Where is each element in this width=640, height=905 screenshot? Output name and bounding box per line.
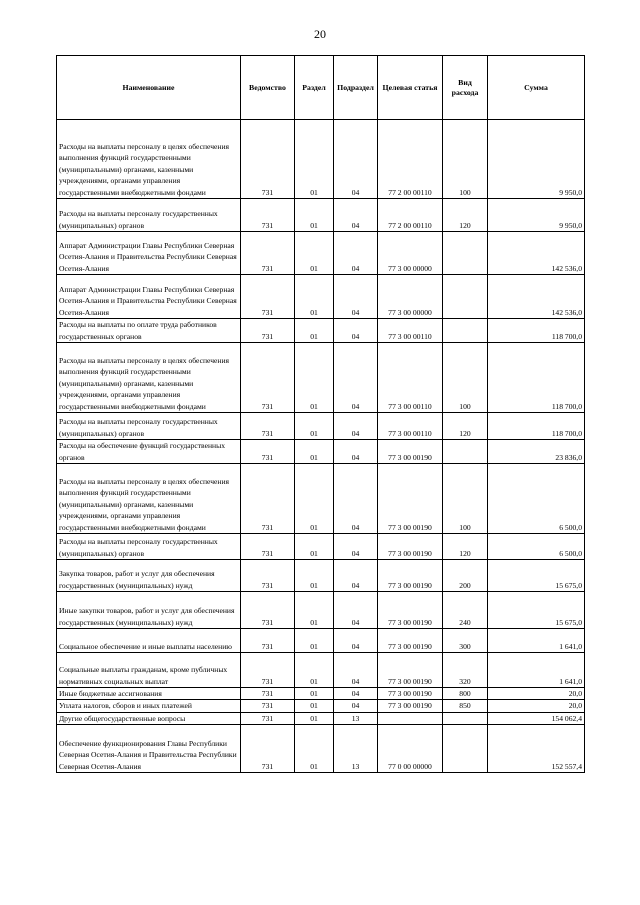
cell-dept: 731 [241, 440, 295, 464]
cell-target: 77 3 00 00190 [378, 592, 443, 629]
cell-name: Расходы на обеспечение функций государственных органов [57, 440, 241, 464]
cell-subsection: 04 [334, 440, 378, 464]
cell-section: 01 [295, 319, 334, 343]
cell-type: 320 [443, 653, 488, 688]
cell-section: 01 [295, 464, 334, 534]
cell-name: Аппарат Администрации Главы Республики Северная Осетия-Алания и Правительства Республики Северная Осетия-Алания [57, 275, 241, 319]
cell-subsection: 04 [334, 319, 378, 343]
cell-section: 01 [295, 560, 334, 592]
cell-target: 77 3 00 00000 [378, 232, 443, 275]
cell-section: 01 [295, 199, 334, 232]
cell-target: 77 3 00 00190 [378, 688, 443, 700]
table-row [57, 199, 585, 232]
table-row [57, 629, 585, 653]
table-row [57, 319, 585, 343]
cell-target: 77 3 00 00110 [378, 413, 443, 440]
cell-type: 100 [443, 464, 488, 534]
cell-target: 77 3 00 00110 [378, 319, 443, 343]
cell-subsection: 04 [334, 653, 378, 688]
cell-subsection: 13 [334, 725, 378, 773]
cell-section: 01 [295, 712, 334, 724]
table-row [57, 700, 585, 712]
table-row [57, 688, 585, 700]
cell-type [443, 440, 488, 464]
cell-section: 01 [295, 725, 334, 773]
cell-section: 01 [295, 413, 334, 440]
cell-sum: 142 536,0 [488, 232, 585, 275]
table-row [57, 464, 585, 534]
cell-name: Социальные выплаты гражданам, кроме публичных нормативных социальных выплат [57, 653, 241, 688]
cell-dept: 731 [241, 725, 295, 773]
header-subsection: Подраздел [334, 56, 378, 120]
cell-dept: 731 [241, 700, 295, 712]
cell-sum: 118 700,0 [488, 319, 585, 343]
cell-name: Расходы на выплаты персоналу в целях обеспечения выполнения функций государственными (муниципальными) органами, казенными учреждениями, органами управления государственными внебюджетными фондами [57, 464, 241, 534]
cell-dept: 731 [241, 688, 295, 700]
cell-dept: 731 [241, 413, 295, 440]
table-row [57, 413, 585, 440]
cell-type [443, 275, 488, 319]
cell-target: 77 3 00 00190 [378, 560, 443, 592]
table-header-row [57, 56, 585, 120]
cell-section: 01 [295, 232, 334, 275]
table-row [57, 275, 585, 319]
cell-sum: 118 700,0 [488, 413, 585, 440]
cell-type: 240 [443, 592, 488, 629]
cell-target: 77 3 00 00190 [378, 464, 443, 534]
cell-type: 850 [443, 700, 488, 712]
cell-type [443, 319, 488, 343]
page-number: 20 [314, 27, 326, 41]
cell-subsection: 04 [334, 629, 378, 653]
table-row [57, 440, 585, 464]
cell-sum: 1 641,0 [488, 629, 585, 653]
cell-dept: 731 [241, 560, 295, 592]
cell-target: 77 3 00 00190 [378, 440, 443, 464]
cell-type [443, 725, 488, 773]
header-name: Наименование [57, 56, 241, 120]
cell-sum: 9 950,0 [488, 199, 585, 232]
cell-name: Иные закупки товаров, работ и услуг для обеспечения государственных (муниципальных) нужд [57, 592, 241, 629]
cell-dept: 731 [241, 232, 295, 275]
cell-section: 01 [295, 440, 334, 464]
cell-sum: 15 675,0 [488, 560, 585, 592]
cell-sum: 118 700,0 [488, 343, 585, 413]
cell-sum: 6 500,0 [488, 534, 585, 560]
cell-target: 77 3 00 00190 [378, 534, 443, 560]
cell-name: Обеспечение функционирования Главы Республики Северная Осетия-Алания и Правительства Республики Северная Осетия-Алания [57, 725, 241, 773]
header-target: Целевая статья [378, 56, 443, 120]
cell-name: Другие общегосударственные вопросы [57, 712, 241, 724]
cell-type: 200 [443, 560, 488, 592]
cell-type: 100 [443, 343, 488, 413]
cell-dept: 731 [241, 343, 295, 413]
header-sum: Сумма [488, 56, 585, 120]
cell-sum: 15 675,0 [488, 592, 585, 629]
cell-type: 800 [443, 688, 488, 700]
cell-sum: 20,0 [488, 688, 585, 700]
cell-dept: 731 [241, 199, 295, 232]
cell-subsection: 04 [334, 534, 378, 560]
table-row [57, 592, 585, 629]
table-row [57, 712, 585, 724]
cell-name: Расходы на выплаты персоналу в целях обеспечения выполнения функций государственными (муниципальными) органами, казенными учреждениями, органами управления государственными внебюджетными фондами [57, 343, 241, 413]
cell-section: 01 [295, 120, 334, 199]
cell-subsection: 04 [334, 592, 378, 629]
cell-name: Закупка товаров, работ и услуг для обеспечения государственных (муниципальных) нужд [57, 560, 241, 592]
cell-type [443, 232, 488, 275]
cell-dept: 731 [241, 534, 295, 560]
header-dept: Ведомство [241, 56, 295, 120]
cell-type [443, 712, 488, 724]
cell-dept: 731 [241, 629, 295, 653]
cell-name: Расходы на выплаты персоналу государственных (муниципальных) органов [57, 199, 241, 232]
cell-target: 77 3 00 00190 [378, 653, 443, 688]
header-type: Вид расхода [443, 56, 488, 120]
table-row [57, 560, 585, 592]
cell-subsection: 04 [334, 275, 378, 319]
cell-target: 77 3 00 00000 [378, 275, 443, 319]
cell-section: 01 [295, 700, 334, 712]
cell-name: Расходы на выплаты персоналу государственных (муниципальных) органов [57, 534, 241, 560]
cell-target: 77 3 00 00110 [378, 343, 443, 413]
cell-subsection: 04 [334, 199, 378, 232]
cell-section: 01 [295, 688, 334, 700]
cell-dept: 731 [241, 464, 295, 534]
header-section: Раздел [295, 56, 334, 120]
cell-name: Расходы на выплаты персоналу государственных (муниципальных) органов [57, 413, 241, 440]
cell-subsection: 04 [334, 343, 378, 413]
cell-sum: 6 500,0 [488, 464, 585, 534]
cell-section: 01 [295, 592, 334, 629]
table-row [57, 343, 585, 413]
cell-subsection: 04 [334, 232, 378, 275]
cell-sum: 152 557,4 [488, 725, 585, 773]
cell-subsection: 04 [334, 560, 378, 592]
cell-section: 01 [295, 343, 334, 413]
cell-sum: 23 836,0 [488, 440, 585, 464]
cell-name: Аппарат Администрации Главы Республики Северная Осетия-Алания и Правительства Республики Северная Осетия-Алания [57, 232, 241, 275]
cell-target: 77 2 00 00110 [378, 120, 443, 199]
cell-section: 01 [295, 275, 334, 319]
table-row [57, 120, 585, 199]
cell-name: Расходы на выплаты по оплате труда работников государственных органов [57, 319, 241, 343]
cell-sum: 20,0 [488, 700, 585, 712]
cell-target: 77 3 00 00190 [378, 629, 443, 653]
cell-sum: 154 062,4 [488, 712, 585, 724]
cell-section: 01 [295, 534, 334, 560]
cell-type: 120 [443, 413, 488, 440]
cell-name: Уплата налогов, сборов и иных платежей [57, 700, 241, 712]
cell-target [378, 712, 443, 724]
cell-subsection: 04 [334, 120, 378, 199]
cell-subsection: 04 [334, 464, 378, 534]
cell-subsection: 04 [334, 413, 378, 440]
cell-name: Социальное обеспечение и иные выплаты населению [57, 629, 241, 653]
cell-sum: 142 536,0 [488, 275, 585, 319]
cell-dept: 731 [241, 592, 295, 629]
cell-subsection: 13 [334, 712, 378, 724]
cell-dept: 731 [241, 319, 295, 343]
cell-subsection: 04 [334, 688, 378, 700]
budget-table [56, 55, 585, 773]
cell-type: 120 [443, 199, 488, 232]
cell-name: Иные бюджетные ассигнования [57, 688, 241, 700]
cell-target: 77 2 00 00110 [378, 199, 443, 232]
cell-type: 300 [443, 629, 488, 653]
cell-name: Расходы на выплаты персоналу в целях обеспечения выполнения функций государственными (муниципальными) органами, казенными учреждениями, органами управления государственными внебюджетными фондами [57, 120, 241, 199]
cell-dept: 731 [241, 120, 295, 199]
cell-subsection: 04 [334, 700, 378, 712]
table-row [57, 725, 585, 773]
cell-dept: 731 [241, 712, 295, 724]
cell-type: 100 [443, 120, 488, 199]
cell-sum: 1 641,0 [488, 653, 585, 688]
cell-dept: 731 [241, 275, 295, 319]
table-row [57, 653, 585, 688]
cell-section: 01 [295, 629, 334, 653]
cell-type: 120 [443, 534, 488, 560]
cell-dept: 731 [241, 653, 295, 688]
cell-sum: 9 950,0 [488, 120, 585, 199]
cell-target: 77 0 00 00000 [378, 725, 443, 773]
table-row [57, 232, 585, 275]
cell-section: 01 [295, 653, 334, 688]
cell-target: 77 3 00 00190 [378, 700, 443, 712]
table-row [57, 534, 585, 560]
